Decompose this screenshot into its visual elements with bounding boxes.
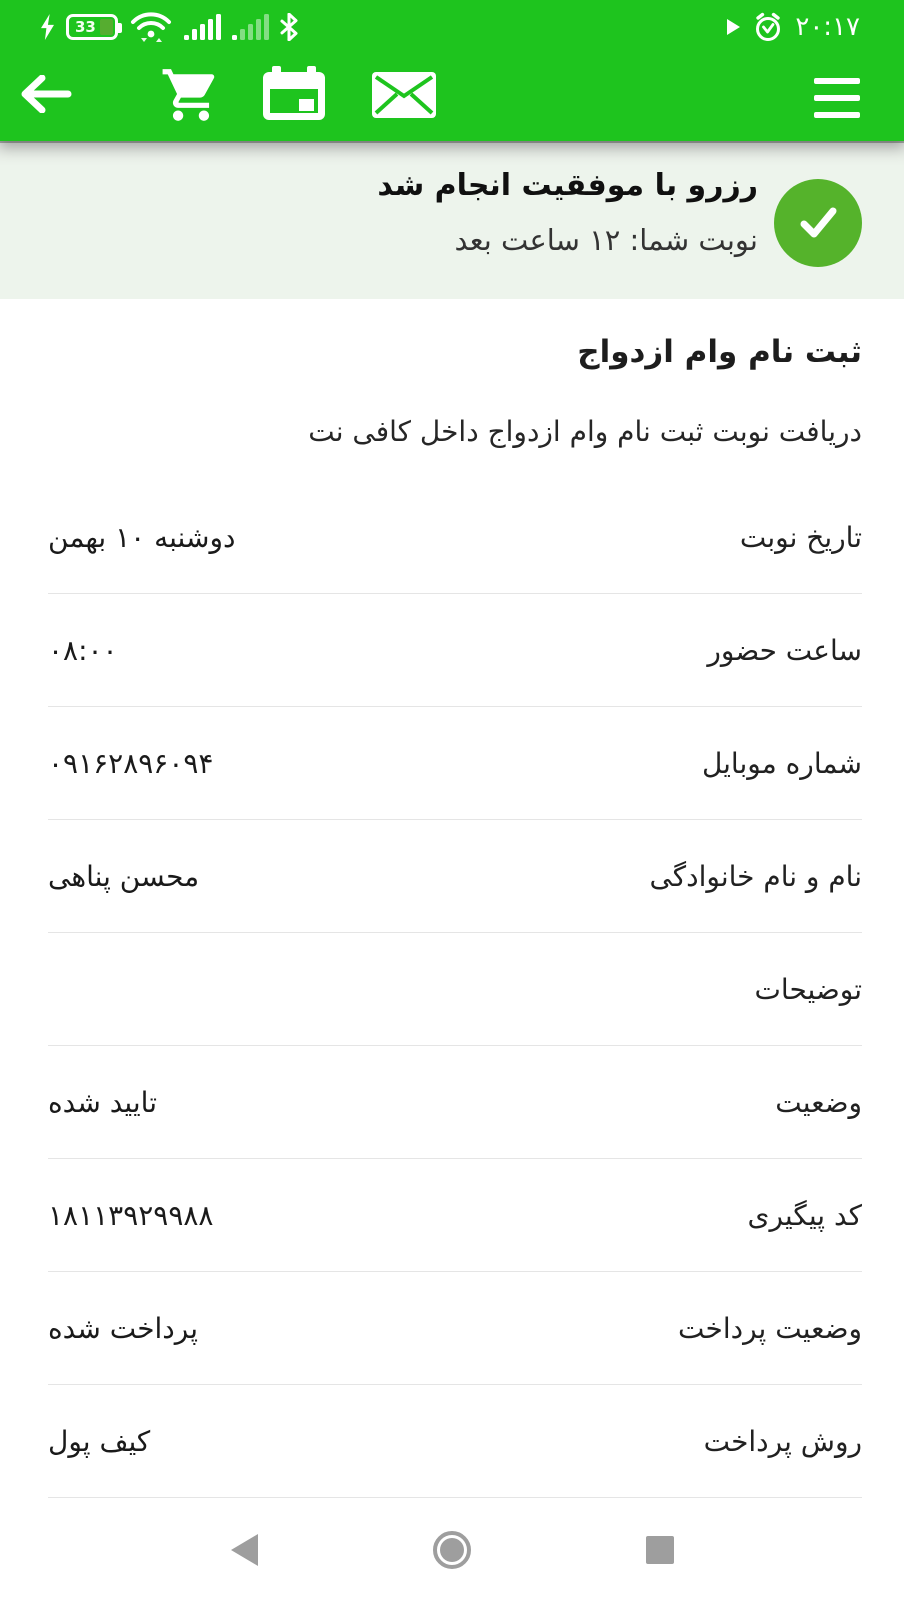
cell-signal-sim1-icon	[184, 14, 221, 40]
field-value: دوشنبه ۱۰ بهمن	[48, 520, 236, 554]
detail-row	[48, 1046, 862, 1159]
field-label: تاریخ نوبت	[739, 520, 862, 554]
menu-button[interactable]	[814, 78, 860, 118]
field-value: محسن پناهی	[48, 859, 200, 893]
banner-title: رزرو با موفقیت انجام شد	[377, 168, 758, 203]
calendar-button[interactable]	[262, 62, 326, 129]
play-icon	[725, 18, 741, 36]
detail-row	[48, 1385, 862, 1498]
nav-home-button[interactable]	[433, 1531, 471, 1569]
page-title: ثبت نام وام ازدواج	[577, 334, 862, 370]
field-value: ۰۹۱۶۲۸۹۶۰۹۴	[48, 746, 214, 780]
detail-row	[48, 707, 862, 820]
field-label: روش پرداخت	[703, 1424, 862, 1458]
status-bar	[0, 0, 904, 48]
back-button[interactable]	[18, 75, 72, 116]
page-subtitle: دریافت نوبت ثبت نام وام ازدواج داخل کافی نت	[308, 415, 862, 448]
detail-row	[48, 481, 862, 594]
field-value: تایید شده	[48, 1085, 157, 1119]
cell-signal-sim2-icon	[232, 14, 269, 40]
nav-recents-button[interactable]	[646, 1536, 674, 1564]
field-label: توضیحات	[754, 972, 862, 1006]
app-toolbar	[0, 48, 904, 141]
detail-row	[48, 1272, 862, 1385]
field-label: کد پیگیری	[747, 1198, 862, 1232]
field-value: ۰۸:۰۰	[48, 633, 118, 667]
field-value: کیف پول	[48, 1424, 151, 1458]
field-label: ساعت حضور	[707, 633, 862, 667]
alarm-icon	[752, 12, 784, 42]
detail-row	[48, 594, 862, 707]
status-bar-left-cluster	[40, 12, 298, 42]
back-arrow-icon	[18, 75, 72, 113]
detail-row	[48, 820, 862, 933]
field-value: پرداخت شده	[48, 1311, 199, 1345]
field-label: نام و نام خانوادگی	[649, 859, 862, 893]
battery-icon	[66, 14, 118, 40]
nav-recents-icon	[646, 1536, 674, 1564]
cart-button[interactable]	[160, 64, 222, 129]
status-bar-right-cluster	[725, 12, 860, 42]
shopping-cart-icon	[160, 64, 222, 126]
mail-icon	[372, 72, 436, 118]
android-nav-bar	[0, 1499, 904, 1600]
charging-bolt-icon	[40, 14, 55, 40]
field-value: ۱۸۱۱۳۹۲۹۹۸۸	[48, 1198, 214, 1232]
field-label: شماره موبایل	[701, 746, 862, 780]
nav-back-icon	[231, 1534, 258, 1566]
nav-home-icon	[433, 1531, 471, 1569]
battery-percent: 33	[75, 17, 96, 36]
success-check-icon	[774, 179, 862, 267]
bluetooth-icon	[280, 13, 298, 41]
nav-back-button[interactable]	[231, 1534, 258, 1566]
field-label: وضعیت پرداخت	[678, 1311, 862, 1345]
details-list	[48, 481, 862, 1498]
detail-row	[48, 1159, 862, 1272]
mail-button[interactable]	[372, 72, 436, 121]
detail-row	[48, 933, 862, 1046]
hamburger-menu-icon	[814, 78, 860, 84]
status-bar-clock: ۲۰:۱۷	[795, 12, 860, 42]
wifi-icon	[129, 12, 173, 42]
banner-subtitle: نوبت شما: ۱۲ ساعت بعد	[454, 223, 758, 257]
field-label: وضعیت	[775, 1085, 862, 1119]
success-banner	[0, 141, 904, 299]
calendar-icon	[262, 62, 326, 126]
